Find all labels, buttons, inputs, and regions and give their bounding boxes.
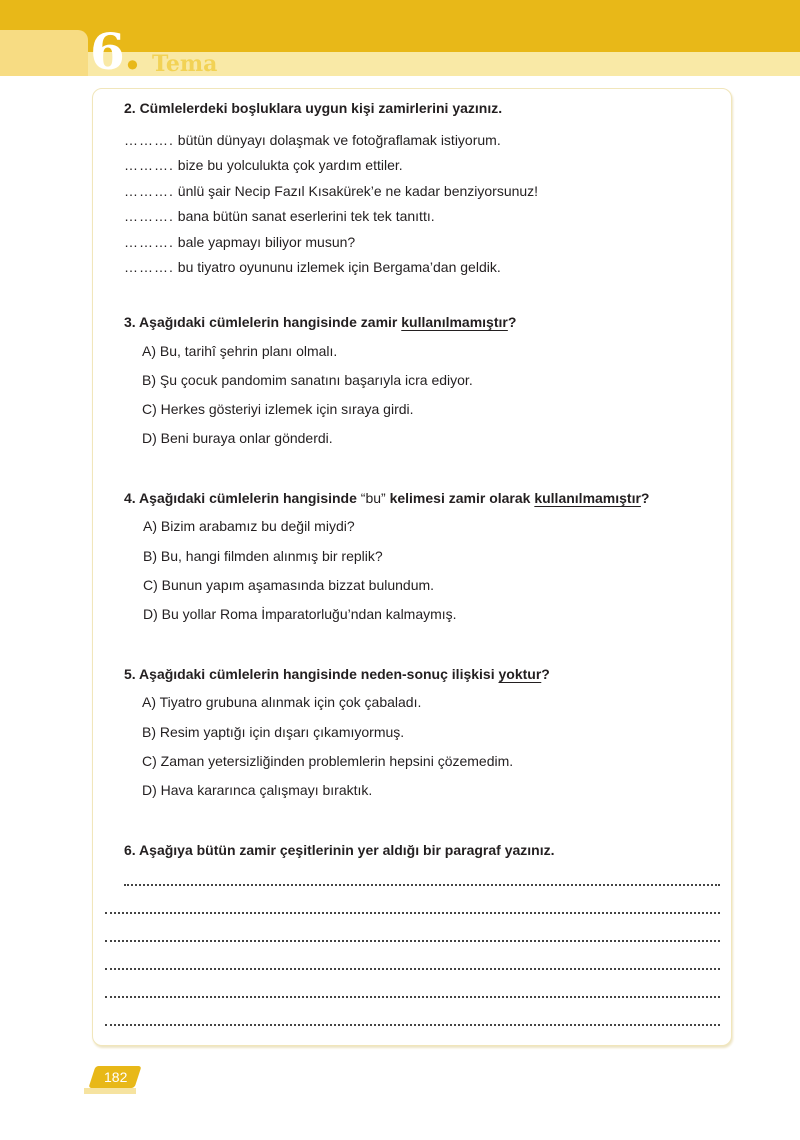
q4-option-a: A) Bizim arabamız bu değil miydi? [143,518,355,534]
question-3-title: 3. Aşağıdaki cümlelerin hangisinde zamir kullanılmamıştır? [124,314,517,330]
page-number-shadow [84,1088,136,1094]
question-6-title: 6. Aşağıya bütün zamir çeşitlerinin yer aldığı bir paragraf yazınız. [124,842,555,858]
q2-sentence [124,258,501,276]
q2-sentence-text: bize bu yolculukta çok yardım ettiler. [177,157,403,173]
q2-sentence [124,182,538,200]
q2-sentence-text: bale yapmayı biliyor musun? [177,234,356,250]
answer-line[interactable] [105,1024,720,1026]
q5-option-d: D) Hava kararınca çalışmayı bıraktık. [142,782,373,798]
answer-line[interactable] [105,940,720,942]
answer-line[interactable] [105,968,720,970]
q2-sentence [124,207,435,225]
q2-blank[interactable]: ………. [124,132,174,148]
q3-option-d: D) Beni buraya onlar gönderdi. [142,430,333,446]
q2-sentence [124,156,403,174]
unit-label: Tema [152,51,218,77]
answer-line[interactable] [124,884,720,886]
q2-sentence-text: bu tiyatro oyununu izlemek için Bergama’dan geldik. [177,259,501,275]
q3-option-a: A) Bu, tarihî şehrin planı olmalı. [142,343,338,359]
worksheet-panel [92,88,732,1046]
unit-number: 6. [90,22,141,81]
q2-blank[interactable]: ………. [124,208,174,224]
answer-line[interactable] [105,912,720,914]
header-chip [0,30,88,76]
q5-option-a: A) Tiyatro grubuna alınmak için çok çabaladı. [142,694,422,710]
page-number: 182 [104,1069,128,1085]
q2-blank[interactable]: ………. [124,157,174,173]
q2-blank[interactable]: ………. [124,183,174,199]
q5-option-c: C) Zaman yetersizliğinden problemlerin hepsini çözemedim. [142,753,514,769]
q2-sentence-text: bana bütün sanat eserlerini tek tek tanıttı. [177,208,435,224]
question-5-title: 5. Aşağıdaki cümlelerin hangisinde neden-sonuç ilişkisi yoktur? [124,666,550,682]
q4-option-d: D) Bu yollar Roma İmparatorluğu’ndan kalmaymış. [143,606,457,622]
q2-sentence-text: ünlü şair Necip Fazıl Kısakürek’e ne kadar benziyorsunuz! [177,183,539,199]
q4-option-b: B) Bu, hangi filmden alınmış bir replik? [143,548,383,564]
q2-blank[interactable]: ………. [124,234,174,250]
q4-option-c: C) Bunun yapım aşamasında bizzat bulundum. [143,577,435,593]
q2-blank[interactable]: ………. [124,259,174,275]
question-2-title: 2. Cümlelerdeki boşluklara uygun kişi zamirlerini yazınız. [124,100,503,116]
q2-sentence [124,233,355,251]
answer-line[interactable] [105,996,720,998]
q2-sentence [124,131,501,149]
question-4-title: 4. Aşağıdaki cümlelerin hangisinde “bu” kelimesi zamir olarak kullanılmamıştır? [124,490,650,506]
q2-sentence-text: bütün dünyayı dolaşmak ve fotoğraflamak istiyorum. [177,132,501,148]
q5-option-b: B) Resim yaptığı için dışarı çıkamıyormuş. [142,724,405,740]
q3-option-c: C) Herkes gösteriyi izlemek için sıraya girdi. [142,401,414,417]
q3-option-b: B) Şu çocuk pandomim sanatını başarıyla icra ediyor. [142,372,473,388]
